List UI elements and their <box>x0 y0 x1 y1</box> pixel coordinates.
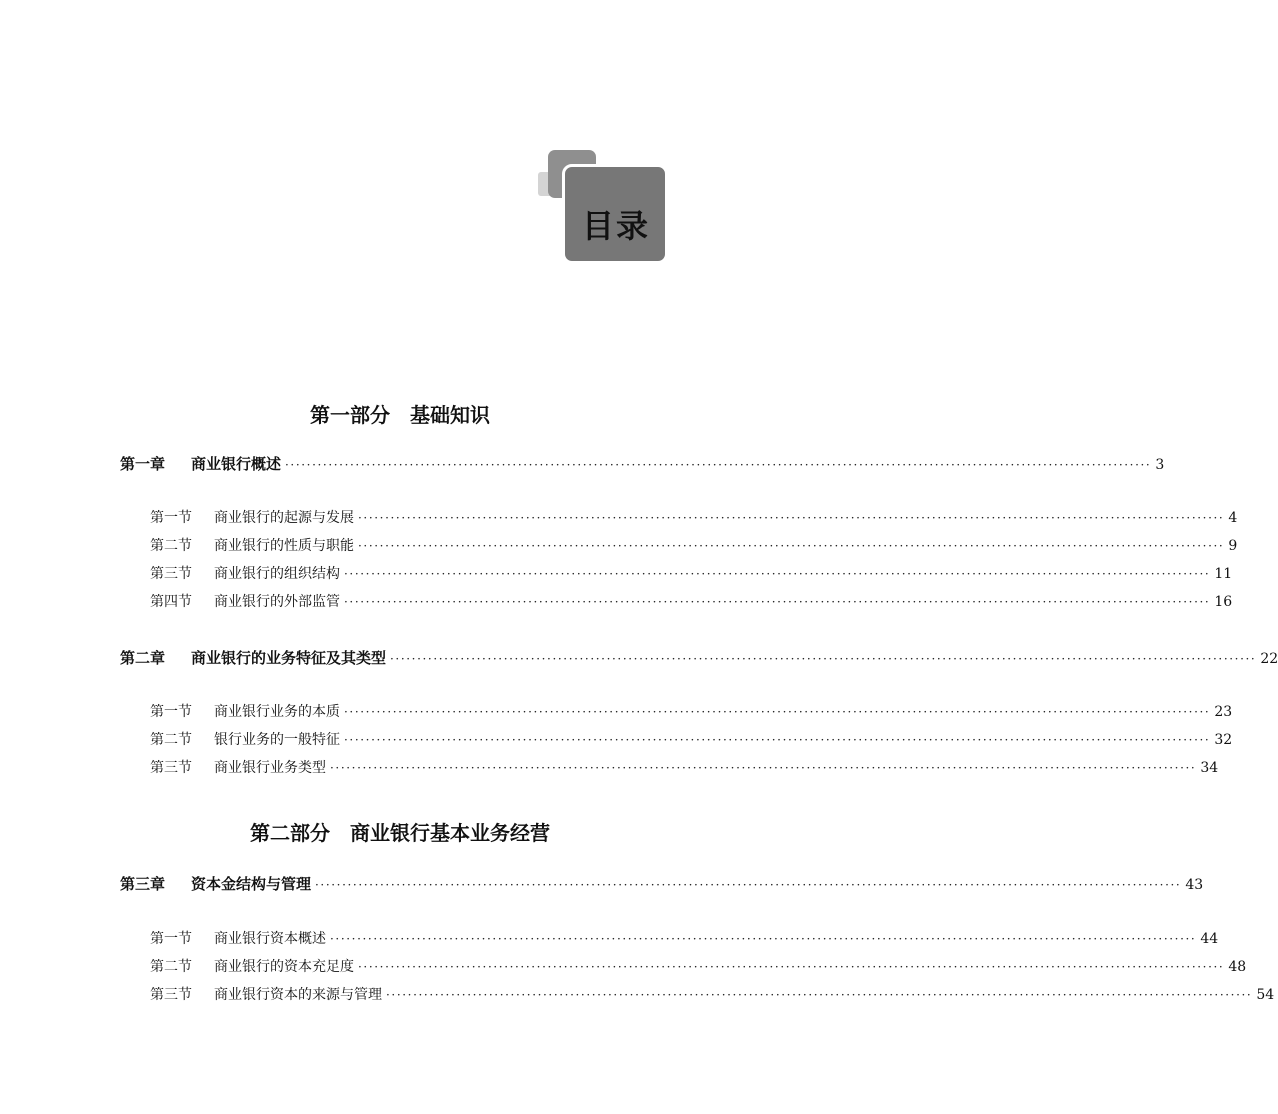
toc-chapter-row[interactable] <box>120 455 1165 473</box>
chapter-title: 商业银行概述 <box>191 455 282 473</box>
part-heading-1 <box>0 405 800 425</box>
toc-section-row[interactable] <box>150 959 1247 975</box>
chapter-number: 第三章 <box>120 875 166 893</box>
section-title: 商业银行资本的来源与管理 <box>214 987 382 1003</box>
section-number: 第一节 <box>150 704 192 720</box>
dot-leader: ································································································································································ <box>344 595 1211 609</box>
dot-leader: ································································································································································ <box>390 652 1257 666</box>
section-number: 第三节 <box>150 760 192 776</box>
chapter-title: 商业银行的业务特征及其类型 <box>191 649 387 667</box>
toc-title-badge <box>538 148 670 266</box>
section-title: 商业银行的组织结构 <box>214 566 340 582</box>
toc-section-row[interactable] <box>150 594 1233 610</box>
section-number: 第二节 <box>150 538 192 554</box>
chapter-number: 第二章 <box>120 649 166 667</box>
section-title: 商业银行的资本充足度 <box>214 959 354 975</box>
toc-section-row[interactable] <box>150 760 1219 776</box>
section-number: 第一节 <box>150 510 192 526</box>
dot-leader: ································································································································································ <box>358 960 1225 974</box>
dot-leader: ································································································································································ <box>344 705 1211 719</box>
section-number: 第三节 <box>150 566 192 582</box>
page-title: 目录 <box>582 207 651 245</box>
page-number: 32 <box>1214 732 1233 748</box>
page-number: 4 <box>1228 510 1238 526</box>
section-title: 商业银行的外部监管 <box>214 594 340 610</box>
toc-chapter-row[interactable] <box>120 649 1278 667</box>
section-number: 第二节 <box>150 732 192 748</box>
dot-leader: ································································································································································ <box>315 878 1182 892</box>
section-number: 第一节 <box>150 931 192 947</box>
page-number: 34 <box>1200 760 1219 776</box>
section-title: 商业银行的性质与职能 <box>214 538 354 554</box>
page-number: 54 <box>1256 987 1275 1003</box>
section-title: 商业银行业务类型 <box>214 760 326 776</box>
toc-section-row[interactable] <box>150 931 1219 947</box>
part-number: 第二部分 <box>250 821 330 845</box>
dot-leader: ································································································································································ <box>344 733 1211 747</box>
toc-section-row[interactable] <box>150 566 1233 582</box>
page-number: 11 <box>1214 566 1233 582</box>
section-title: 商业银行的起源与发展 <box>214 510 354 526</box>
chapter-number: 第一章 <box>120 455 166 473</box>
dot-leader: ································································································································································ <box>386 988 1253 1002</box>
page-number: 22 <box>1260 651 1278 667</box>
dot-leader: ································································································································································ <box>330 761 1197 775</box>
part-number: 第一部分 <box>310 403 390 427</box>
chapter-title: 资本金结构与管理 <box>191 875 312 893</box>
toc-section-row[interactable] <box>150 510 1238 526</box>
section-title: 商业银行业务的本质 <box>214 704 340 720</box>
dot-leader: ································································································································································ <box>285 458 1152 472</box>
toc-section-row[interactable] <box>150 704 1233 720</box>
toc-section-row[interactable] <box>150 538 1238 554</box>
part-heading-2 <box>0 823 800 843</box>
toc-chapter-row[interactable] <box>120 875 1204 893</box>
page-number: 48 <box>1228 959 1247 975</box>
page-number: 16 <box>1214 594 1233 610</box>
dot-leader: ································································································································································ <box>358 511 1225 525</box>
page-number: 43 <box>1185 877 1204 893</box>
part-title: 商业银行基本业务经营 <box>350 821 550 845</box>
dot-leader: ································································································································································ <box>358 539 1225 553</box>
dot-leader: ································································································································································ <box>330 932 1197 946</box>
page-number: 23 <box>1214 704 1233 720</box>
page-number: 9 <box>1228 538 1238 554</box>
toc-section-row[interactable] <box>150 987 1275 1003</box>
section-title: 银行业务的一般特征 <box>214 732 340 748</box>
page-number: 44 <box>1200 931 1219 947</box>
part-title: 基础知识 <box>410 403 490 427</box>
section-number: 第三节 <box>150 987 192 1003</box>
section-title: 商业银行资本概述 <box>214 931 326 947</box>
section-number: 第四节 <box>150 594 192 610</box>
page-number: 3 <box>1155 457 1165 473</box>
dot-leader: ································································································································································ <box>344 567 1211 581</box>
toc-section-row[interactable] <box>150 732 1233 748</box>
section-number: 第二节 <box>150 959 192 975</box>
